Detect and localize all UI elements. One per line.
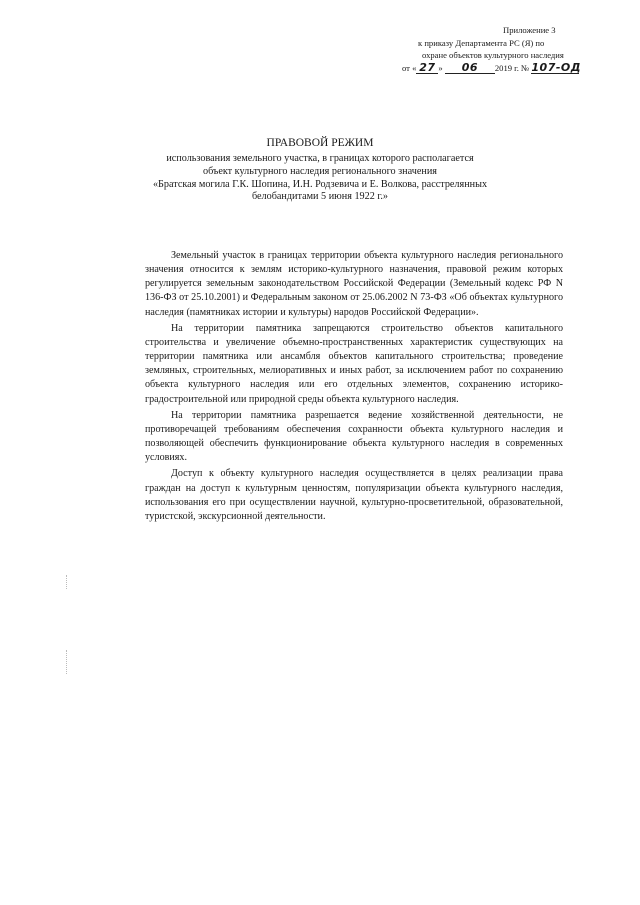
document-body: [145, 249, 563, 526]
paragraph-land-category: Земельный участок в границах территории объекта культурного наследия регионального значения относится к землям историко-культурного назначения, правовой режим которых регулируется земельным законодательством Российской Федерации (Земельный кодекс РФ N 136-ФЗ от 25.10.2001) и Федеральным законом от 25.06.2002 N 73-ФЗ «Об объектах культурного наследия (памятниках истории и культуры) народов Российской Федерации».: [145, 250, 563, 318]
scan-margin-mark: [66, 575, 68, 589]
date-prefix: от «: [402, 62, 417, 73]
order-year: 2019 г. №: [494, 62, 530, 73]
order-day: 27: [416, 62, 438, 74]
paragraph-prohibitions: На территории памятника запрещаются строительство объектов капитального строительства и увеличение объемно-пространственных характеристик существующих на территории памятника или ансамбля объектов капитального строительства; проведение земляных, строительных, мелиоративных и иных работ, за исключением работ по сохранению объекта культурного наследия или его отдельных элементов, сохранению историко-градостроительной или природной среды объекта культурного наследия.: [145, 322, 563, 405]
date-quote-close: »: [438, 62, 443, 73]
paragraph-access: Доступ к объекту культурного наследия осуществляется в целях реализации права граждан на доступ к культурным ценностям, популяризации объекта культурного наследия, использования его при осуществлении научной, культурно-просветительной, образовательной, туристской, экскурсионной деятельности.: [145, 468, 563, 522]
subtitle-line-1: использования земельного участка, в границах которого располагается: [166, 153, 474, 164]
order-number: 107-ОД: [531, 60, 582, 74]
subtitle-line-3: «Братская могила Г.К. Шопина, И.Н. Родзевича и Е. Волкова, расстрелянных: [152, 178, 488, 190]
order-reference-cont: охране объектов культурного наследия: [422, 50, 564, 60]
document-subtitle: [110, 153, 530, 204]
appendix-header: [392, 24, 592, 74]
order-reference: к приказу Департамента РС (Я) по: [418, 37, 545, 48]
order-date-line: [392, 62, 592, 75]
subtitle-line-4: белобандитами 5 июня 1922 г.»: [251, 191, 389, 203]
document-title: ПРАВОВОЙ РЕЖИМ: [266, 137, 374, 149]
scan-margin-mark: [66, 650, 68, 674]
order-month: 06: [445, 62, 495, 74]
subtitle-line-2: объект культурного наследия регионального значения: [203, 165, 437, 177]
appendix-label: Приложение 3: [503, 25, 556, 35]
paragraph-permitted-activity: На территории памятника разрешается ведение хозяйственной деятельности, не противоречащей требованиям обеспечения сохранности объекта культурного наследия и позволяющей обеспечить функционирование объекта культурного наследия в современных условиях.: [145, 409, 563, 464]
